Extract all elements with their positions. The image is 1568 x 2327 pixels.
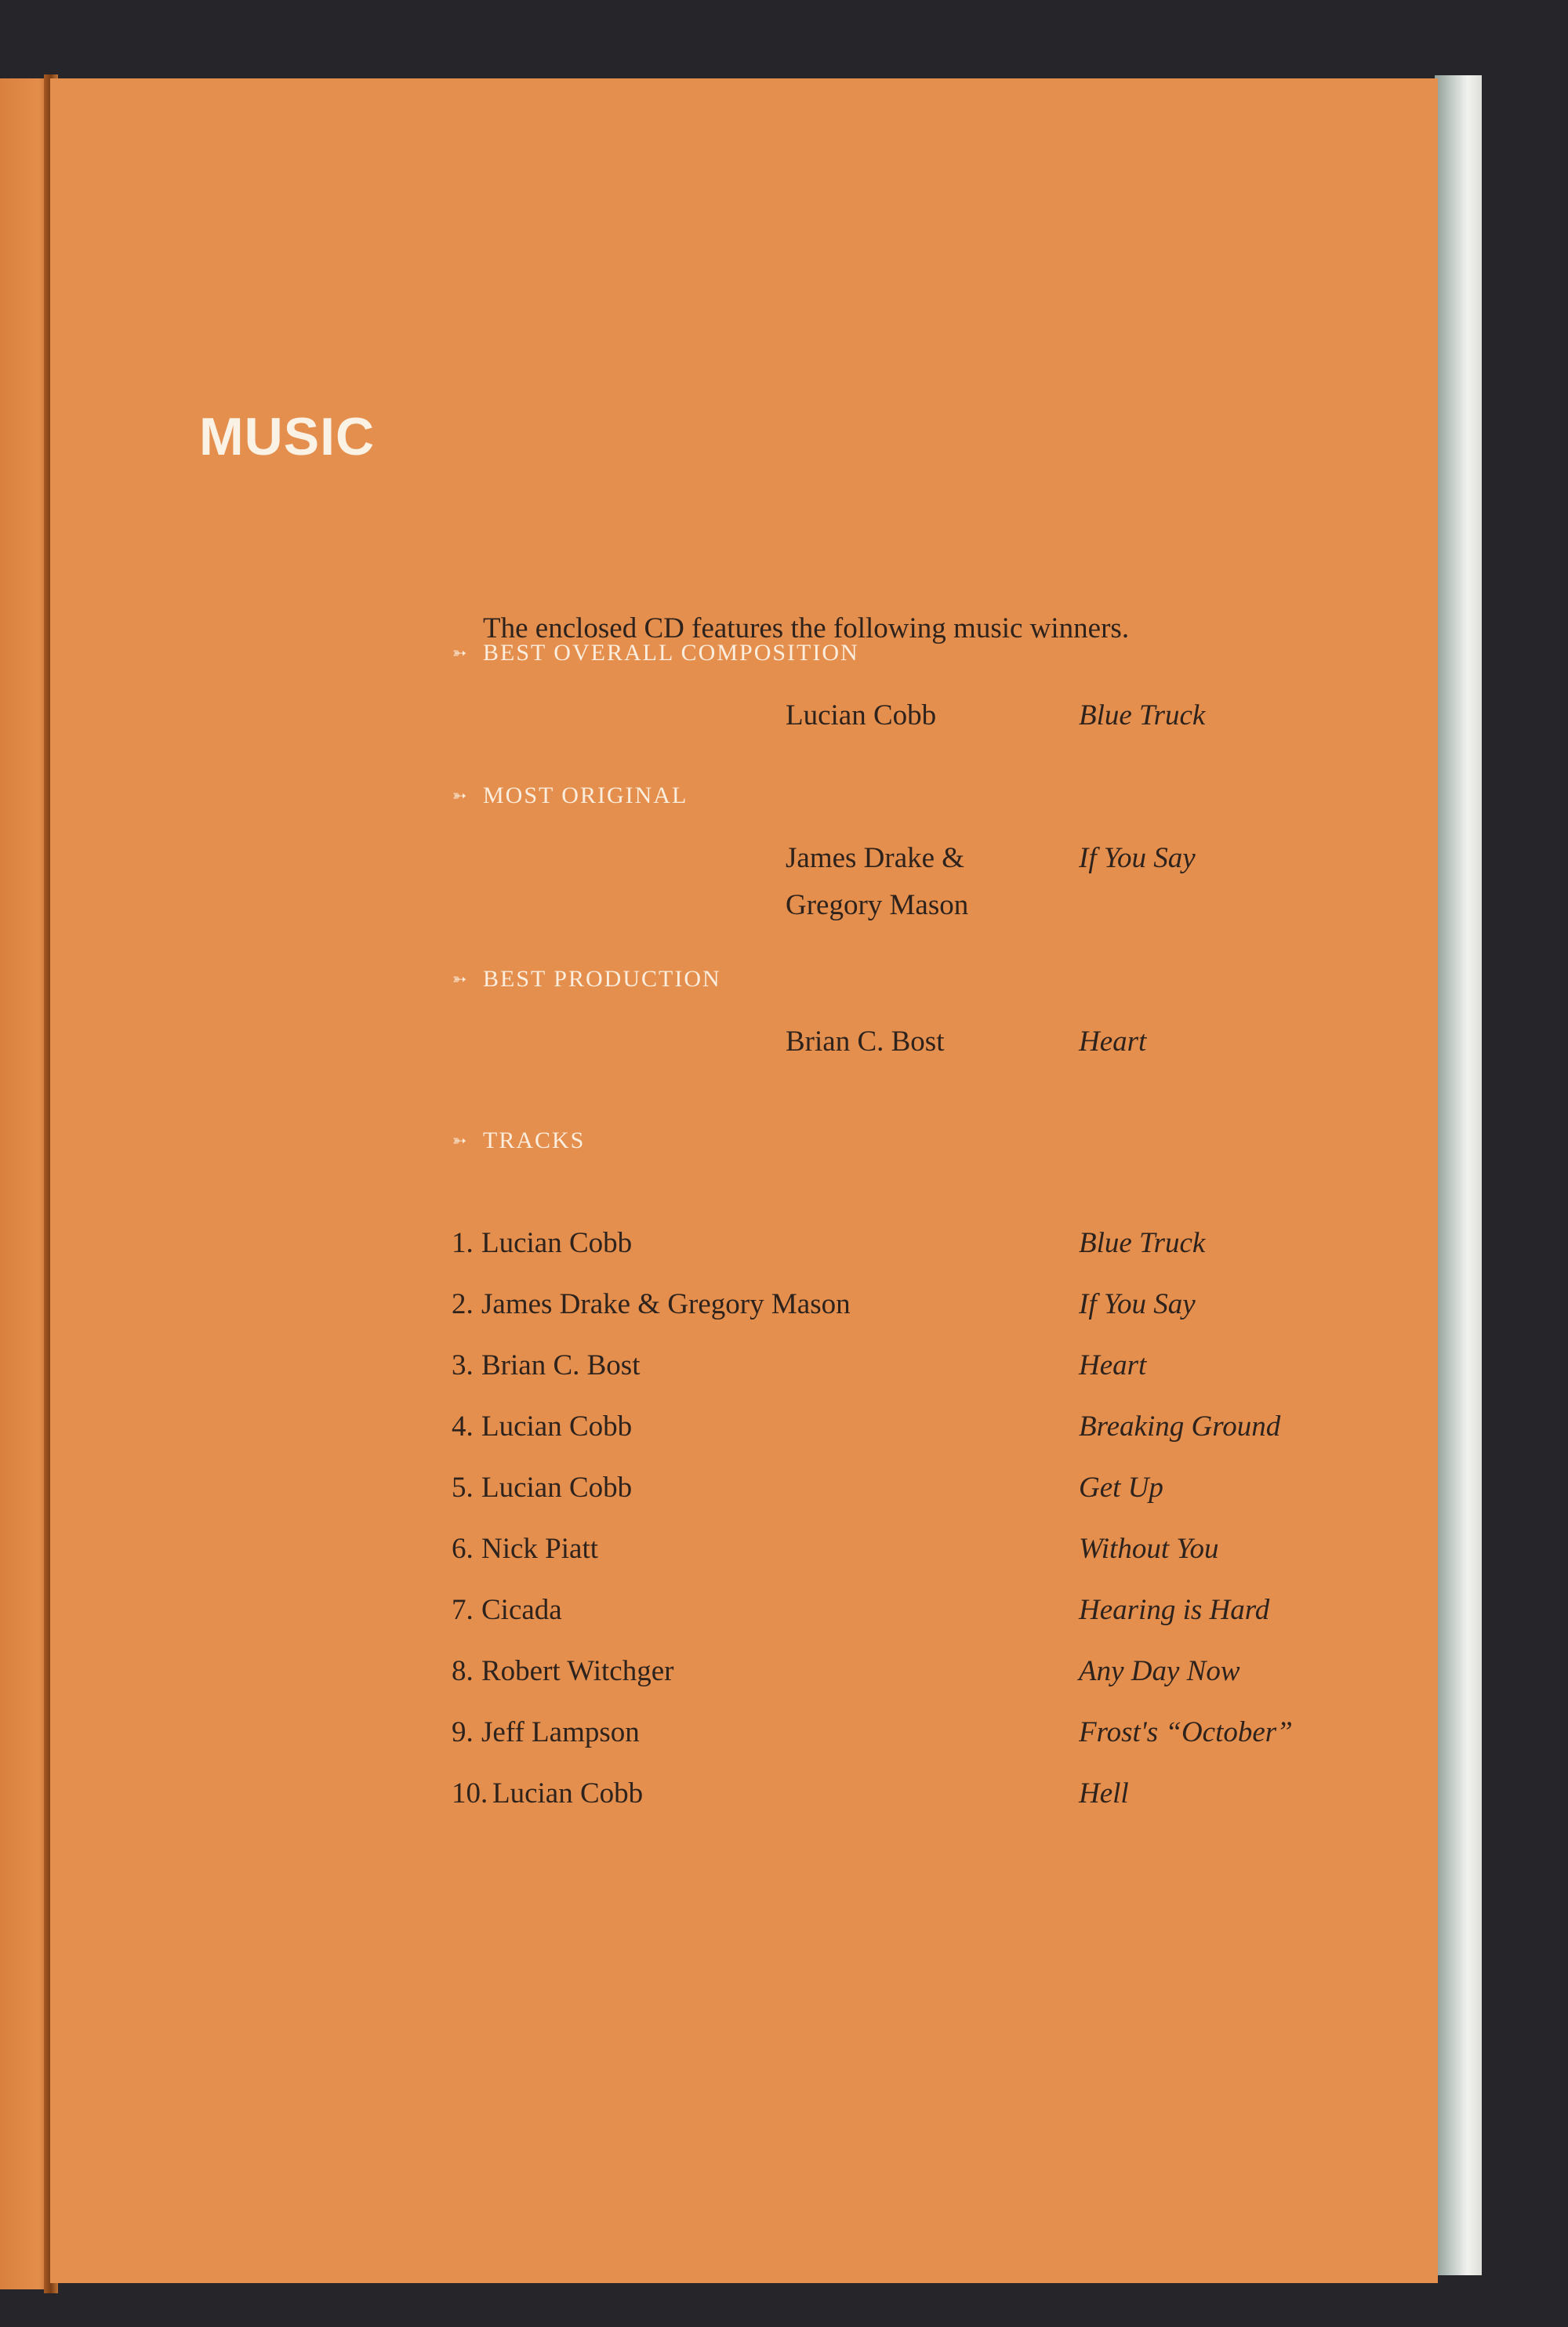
award-winner-title: If You Say (1079, 842, 1196, 874)
track-artist: Brian C. Bost (481, 1349, 641, 1381)
track-number: 2. (452, 1288, 474, 1320)
track-number: 1. (452, 1227, 474, 1259)
award-category-best-production (452, 966, 721, 993)
track-row (452, 1654, 1392, 1701)
track-number: 3. (452, 1349, 474, 1381)
track-number: 4. (452, 1410, 474, 1443)
track-row (452, 1532, 1392, 1579)
award-category-label: BEST PRODUCTION (483, 966, 721, 992)
track-artist: Nick Piatt (481, 1533, 599, 1565)
track-title: Blue Truck (1079, 1227, 1206, 1259)
track-artist: Lucian Cobb (481, 1410, 633, 1443)
arrow-bullet-icon: ➳ (452, 969, 469, 989)
track-artist: Lucian Cobb (481, 1472, 633, 1504)
track-artist: James Drake & Gregory Mason (481, 1288, 851, 1320)
track-title: Without You (1079, 1533, 1219, 1565)
track-number: 9. (452, 1716, 474, 1748)
award-winner-name: Brian C. Bost (786, 1026, 945, 1058)
arrow-bullet-icon: ➳ (452, 786, 469, 805)
track-row (452, 1410, 1392, 1457)
track-row (452, 1287, 1392, 1334)
track-number: 8. (452, 1655, 474, 1687)
track-title: Hell (1079, 1777, 1129, 1810)
track-title: Breaking Ground (1079, 1410, 1281, 1443)
award-winner-name: James Drake & (786, 842, 965, 874)
arrow-bullet-icon: ➳ (452, 643, 469, 663)
track-row (452, 1349, 1392, 1396)
track-artist: Jeff Lampson (481, 1716, 640, 1748)
page-heading: MUSIC (199, 407, 376, 466)
award-category-most-original (452, 782, 688, 809)
tracks-label-text: TRACKS (483, 1127, 586, 1153)
track-artist: Lucian Cobb (492, 1777, 644, 1810)
track-title: Get Up (1079, 1472, 1163, 1504)
track-number: 10. (452, 1777, 488, 1810)
book-page (50, 78, 1438, 2283)
track-artist: Robert Witchger (481, 1655, 674, 1687)
track-row (452, 1471, 1392, 1518)
award-winner-title: Blue Truck (1079, 699, 1206, 731)
award-winner-name-line-2: Gregory Mason (786, 889, 969, 921)
award-category-label: MOST ORIGINAL (483, 782, 688, 808)
track-title: Any Day Now (1079, 1655, 1240, 1687)
track-title: Heart (1079, 1349, 1147, 1381)
award-category-best-overall-composition (452, 640, 859, 666)
track-title: If You Say (1079, 1288, 1196, 1320)
arrow-bullet-icon: ➳ (452, 1131, 469, 1150)
page-stack-edge (1435, 75, 1482, 2275)
track-number: 7. (452, 1594, 474, 1626)
track-artist: Cicada (481, 1594, 562, 1626)
track-row (452, 1777, 1392, 1824)
track-row (452, 1226, 1392, 1273)
track-number: 6. (452, 1533, 474, 1565)
track-title: Frost's “October” (1079, 1716, 1293, 1748)
track-artist: Lucian Cobb (481, 1227, 633, 1259)
track-number: 5. (452, 1472, 474, 1504)
track-row (452, 1593, 1392, 1640)
award-category-label: BEST OVERALL COMPOSITION (483, 640, 859, 666)
track-row (452, 1715, 1392, 1762)
track-title: Hearing is Hard (1079, 1594, 1270, 1626)
tracks-label (452, 1127, 585, 1154)
award-winner-name: Lucian Cobb (786, 699, 937, 731)
award-winner-title: Heart (1079, 1026, 1147, 1058)
intro-text: The enclosed CD features the following music winners. (483, 612, 1130, 644)
